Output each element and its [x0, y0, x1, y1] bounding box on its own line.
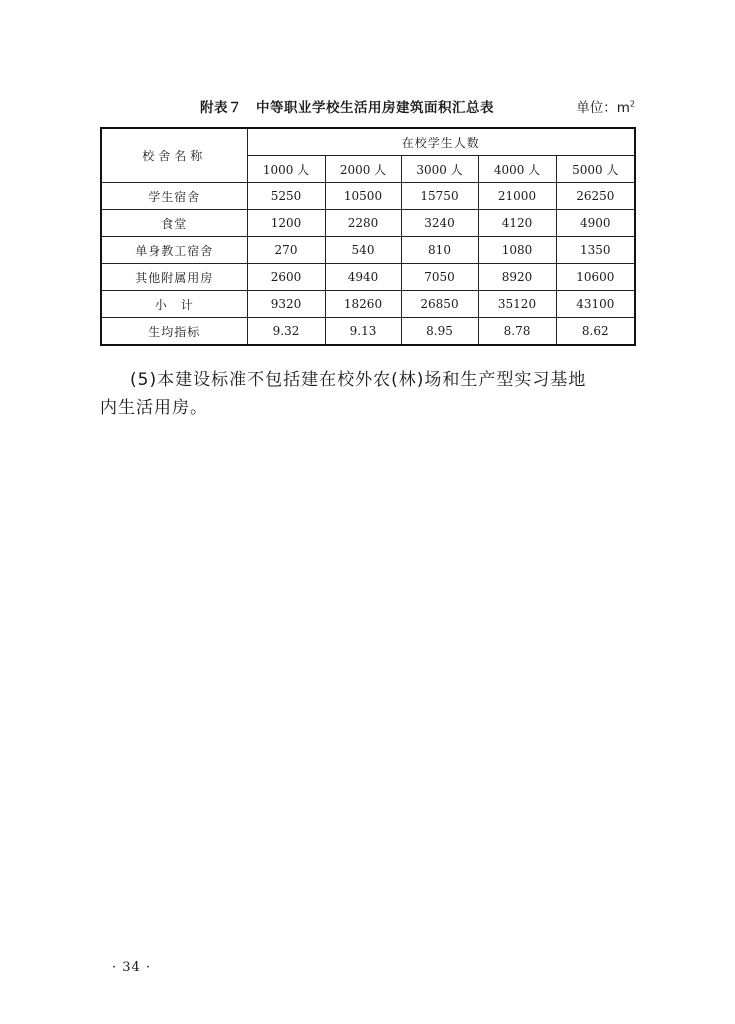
student-count-header: 在校学生人数 — [247, 128, 635, 156]
table-cell: 26250 — [556, 183, 635, 210]
table-row — [101, 291, 635, 318]
table-cell: 8.95 — [401, 318, 478, 346]
table-unit — [576, 96, 635, 116]
table-row — [101, 237, 635, 264]
table-row — [101, 210, 635, 237]
table-cell: 8.62 — [556, 318, 635, 346]
table-cell: 4900 — [556, 210, 635, 237]
table-caption — [100, 96, 635, 122]
row-label: 小 计 — [101, 291, 247, 318]
table-header-row — [101, 128, 635, 156]
row-label: 学生宿舍 — [101, 183, 247, 210]
body-paragraph — [100, 366, 640, 422]
column-header: 2000 人 — [325, 156, 401, 183]
table-title: 附表７ 中等职业学校生活用房建筑面积汇总表 — [200, 100, 494, 116]
table-cell: 9.13 — [325, 318, 401, 346]
table-cell: 26850 — [401, 291, 478, 318]
building-name-header: 校舍名称 — [101, 128, 247, 183]
table-cell: 1080 — [478, 237, 556, 264]
table-cell: 2600 — [247, 264, 325, 291]
page-number: · 34 · — [112, 960, 152, 975]
paragraph-line: 内生活用房。 — [100, 398, 208, 418]
table-cell: 8920 — [478, 264, 556, 291]
row-label: 单身教工宿舍 — [101, 237, 247, 264]
table-cell: 270 — [247, 237, 325, 264]
paragraph-line: (5)本建设标准不包括建在校外农(林)场和生产型实习基地 — [130, 370, 587, 390]
table-cell: 9320 — [247, 291, 325, 318]
table-cell: 35120 — [478, 291, 556, 318]
table-cell: 4940 — [325, 264, 401, 291]
table-cell: 21000 — [478, 183, 556, 210]
unit-label: 单位：m — [576, 100, 630, 116]
row-label: 其他附属用房 — [101, 264, 247, 291]
table-cell: 7050 — [401, 264, 478, 291]
table-cell: 2280 — [325, 210, 401, 237]
table-cell: 10500 — [325, 183, 401, 210]
table-row — [101, 183, 635, 210]
table-cell: 4120 — [478, 210, 556, 237]
table-cell: 9.32 — [247, 318, 325, 346]
table-row — [101, 318, 635, 346]
table-cell: 10600 — [556, 264, 635, 291]
row-label: 食堂 — [101, 210, 247, 237]
area-summary-table — [100, 127, 636, 346]
table-cell: 1200 — [247, 210, 325, 237]
column-header: 4000 人 — [478, 156, 556, 183]
table-cell: 810 — [401, 237, 478, 264]
table-cell: 3240 — [401, 210, 478, 237]
table-cell: 43100 — [556, 291, 635, 318]
unit-superscript: 2 — [629, 99, 635, 109]
table-cell: 1350 — [556, 237, 635, 264]
table-cell: 18260 — [325, 291, 401, 318]
table-cell: 15750 — [401, 183, 478, 210]
table-row — [101, 264, 635, 291]
column-header: 5000 人 — [556, 156, 635, 183]
row-label: 生均指标 — [101, 318, 247, 346]
column-header: 3000 人 — [401, 156, 478, 183]
table-cell: 5250 — [247, 183, 325, 210]
table-cell: 540 — [325, 237, 401, 264]
column-header: 1000 人 — [247, 156, 325, 183]
table-cell: 8.78 — [478, 318, 556, 346]
